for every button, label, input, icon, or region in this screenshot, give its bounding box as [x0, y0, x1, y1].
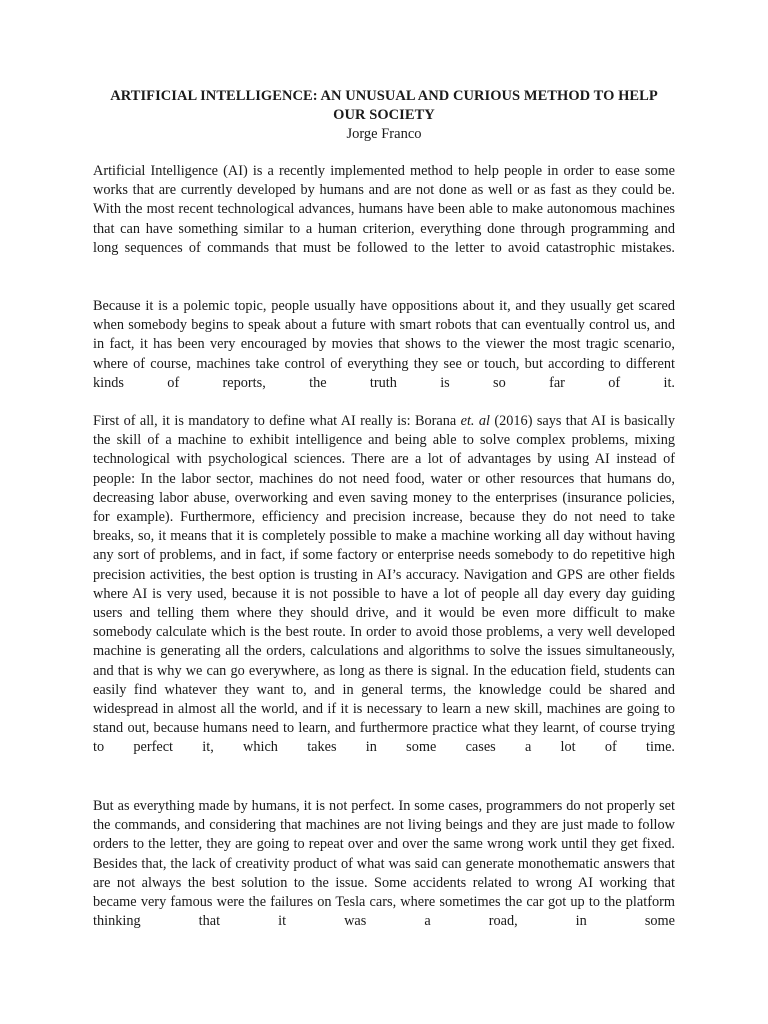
- paragraph-definition: [93, 412, 675, 758]
- paragraph-text-segment: First of all, it is mandatory to define what AI really is: Borana: [93, 413, 461, 429]
- citation-italic: et. al: [460, 413, 490, 429]
- paragraph-imperfection: But as everything made by humans, it is not perfect. In some cases, programmers do not properly set the commands, and considering that machines are not living beings and they are just made to follow orders to the letter, they are going to repeat over and over the same wrong work until they get fixed. Besides that, the lack of creativity product of what was said can generate monothematic answers that are not always the best solution to the issue. Some accidents related to wrong AI working that became very famous were the failures on Tesla cars, where sometimes the car got up to the platform thinking that it was a road, in some: [93, 798, 675, 930]
- document-title: ARTIFICIAL INTELLIGENCE: AN UNUSUAL AND CURIOUS METHOD TO HELP OUR SOCIETY: [110, 88, 658, 123]
- paragraph-polemic: Because it is a polemic topic, people usually have oppositions about it, and they usually get scared when somebody begins to speak about a future with smart robots that can eventually control us, and in fact, it has been very encouraged by movies that shows to the viewer the most tragic scenario, where of course, machines take control of everything they see or touch, but according to different kinds of reports, the truth is so far of it.: [93, 298, 675, 391]
- paragraph-introduction: Artificial Intelligence (AI) is a recently implemented method to help people in order to ease some works that are currently developed by humans and are not done as well or as fast as they could be. With the most recent technological advances, humans have been able to make autonomous machines that can have something similar to a human criterion, everything done through programming and long sequences of commands that must be followed to the letter to avoid catastrophic mistakes.: [93, 163, 675, 256]
- author-name: Jorge Franco: [346, 126, 422, 142]
- paragraph-text-segment: (2016) says that AI is basically the skill of a machine to exhibit intelligence and being able to solve complex problems, mixing technological with psychological sciences. There are a lot of advantages by using AI instead of people: In the labor sector, machines do not need food, water or other resources that humans do, decreasing labor abuse, overworking and even saving money to the enterprises (insurance policies, for example). Furthermore, efficiency and precision increase, because they do not need to take breaks, so, it means that it is completely possible to make a machine working all day without having any sort of problems, and in fact, if some factory or enterprise needs somebody to do repetitive high precision activities, the best option is trusting in AI’s accuracy. Navigation and GPS are other fields where AI is very used, because it is not possible to have a lot of people all day every day guiding users and telling them where they should drive, and it would be even more difficult to make somebody calculate which is the best route. In order to avoid those problems, a very well developed machine is generating all the orders, calculations and algorithms to solve the issues simultaneously, and that is why we can go everywhere, as long as there is signal. In the education field, students can easily find whatever they want to, and in general terms, the knowledge could be shared and widespread in almost all the world, and if it is necessary to learn a new skill, machines are going to stand out, because humans need to learn, and furthermore practice what they learnt, of course trying to perfect it, which takes in some cases a lot of time.: [93, 413, 675, 756]
